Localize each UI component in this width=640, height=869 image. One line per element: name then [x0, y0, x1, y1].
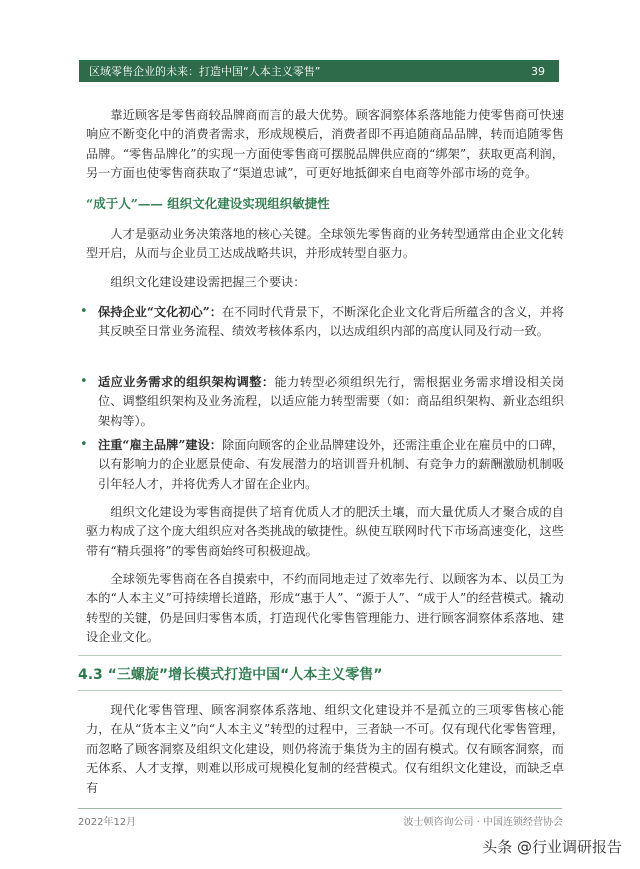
- paragraph-3: 组织文化建设建设需把握三个要诀：: [110, 275, 306, 289]
- bullet-text: [98, 436, 564, 494]
- bullet-text: [98, 373, 564, 431]
- bullet-bold: 注重“雇主品牌”建设：: [98, 438, 223, 452]
- bullet-text: [98, 303, 564, 342]
- paragraph-4: 组织文化建设为零售商提供了培育优质人才的肥沃土壤，而大量优质人才聚合成的自驱力构成了这个庞大组织应对各类挑战的敏捷性。纵使互联网时代下市场高速变化，这些带有“精兵强将”的零售商始终可积极迎战。: [86, 505, 564, 558]
- watermark: 头条 @行业调研报告: [482, 838, 622, 856]
- page-header: [79, 60, 559, 82]
- section-divider: [78, 690, 562, 691]
- footer-date: 2022年12月: [78, 817, 137, 828]
- bullet-item: [80, 373, 564, 431]
- bullet-body: 除面向顾客的企业品牌建设外，还需注重企业在雇员中的口碑，以有影响力的企业愿景使命、有发展潜力的培训晋升机制、有竞争力的薪酬激励机制吸引年轻人才，并将优秀人才留在企业内。: [98, 438, 564, 491]
- paragraph-2: 人才是驱动业务决策落地的核心关键。全球领先零售商的业务转型通常由企业文化转型开启，从而与企业员工达成战略共识，并形成转型自驱力。: [86, 227, 564, 261]
- section-title: “成于人”—— 组织文化建设实现组织敏捷性: [86, 196, 330, 211]
- section-divider: [78, 655, 562, 656]
- bullet-body: 能力转型必须组织先行，需根据业务需求增设相关岗位、调整组织架构及业务流程，以适应能力转型需要（如：商品组织架构、新业态组织架构等）。: [98, 375, 565, 428]
- bullet-bold: 适应业务需求的组织架构调整：: [98, 375, 275, 389]
- paragraph-1: 靠近顾客是零售商较品牌商而言的最大优势。顾客洞察体系落地能力使零售商可快速响应不断变化中的消费者需求，形成规模后，消费者即不再追随商品品牌，转而追随零售品牌。“零售品牌化”的实现一方面使零售商可摆脱品牌供应商的“绑架”，获取更高利润，另一方面也使零售商获取了“渠道忠诚”，可更好地抵御来自电商等外部市场的竞争。: [86, 108, 564, 181]
- bullet-item: [80, 303, 564, 342]
- paragraph-6: 现代化零售管理、顾客洞察体系落地、组织文化建设并不是孤立的三项零售核心能力，在从“货本主义”向“人本主义”转型的过程中，三者缺一不可。仅有现代化零售管理，而忽略了顾客洞察及组织文化建设，则仍将流于集货为主的固有模式。仅有顾客洞察，而无体系、人才支撑，则难以形成可规模化复制的经营模式。仅有组织文化建设，而缺乏卓有: [86, 703, 564, 795]
- bullet-dot-icon: •: [80, 437, 88, 452]
- bullet-dot-icon: •: [80, 374, 88, 389]
- footer-publisher: 波士顿咨询公司 · 中国连锁经营协会: [403, 817, 563, 828]
- page-number: 39: [531, 64, 545, 78]
- bullet-dot-icon: •: [80, 304, 88, 319]
- section-heading-4-3: 4.3 “三螺旋”增长模式打造中国“人本主义零售”: [78, 667, 383, 683]
- paragraph-5: 全球领先零售商在各自摸索中，不约而同地走过了效率先行、以顾客为本、以员工为本的“人本主义”可持续增长道路，形成“惠于人”、“源于人”、“成于人”的经营模式。撬动转型的关键，仍是回归零售本质，打造现代化零售管理能力、进行顾客洞察体系落地、建设企业文化。: [86, 572, 564, 645]
- bullet-bold: 保持企业“文化初心”：: [98, 305, 223, 319]
- footer-divider: [78, 808, 562, 809]
- header-title: 区域零售企业的未来：打造中国“人本主义零售”: [89, 65, 321, 78]
- bullet-item: [80, 436, 564, 494]
- bullet-body: 在不同时代背景下，不断深化企业文化背后所蕴含的含义，并将其反映至日常业务流程、绩效考核体系内，以达成组织内部的高度认同及行动一致。: [98, 305, 564, 339]
